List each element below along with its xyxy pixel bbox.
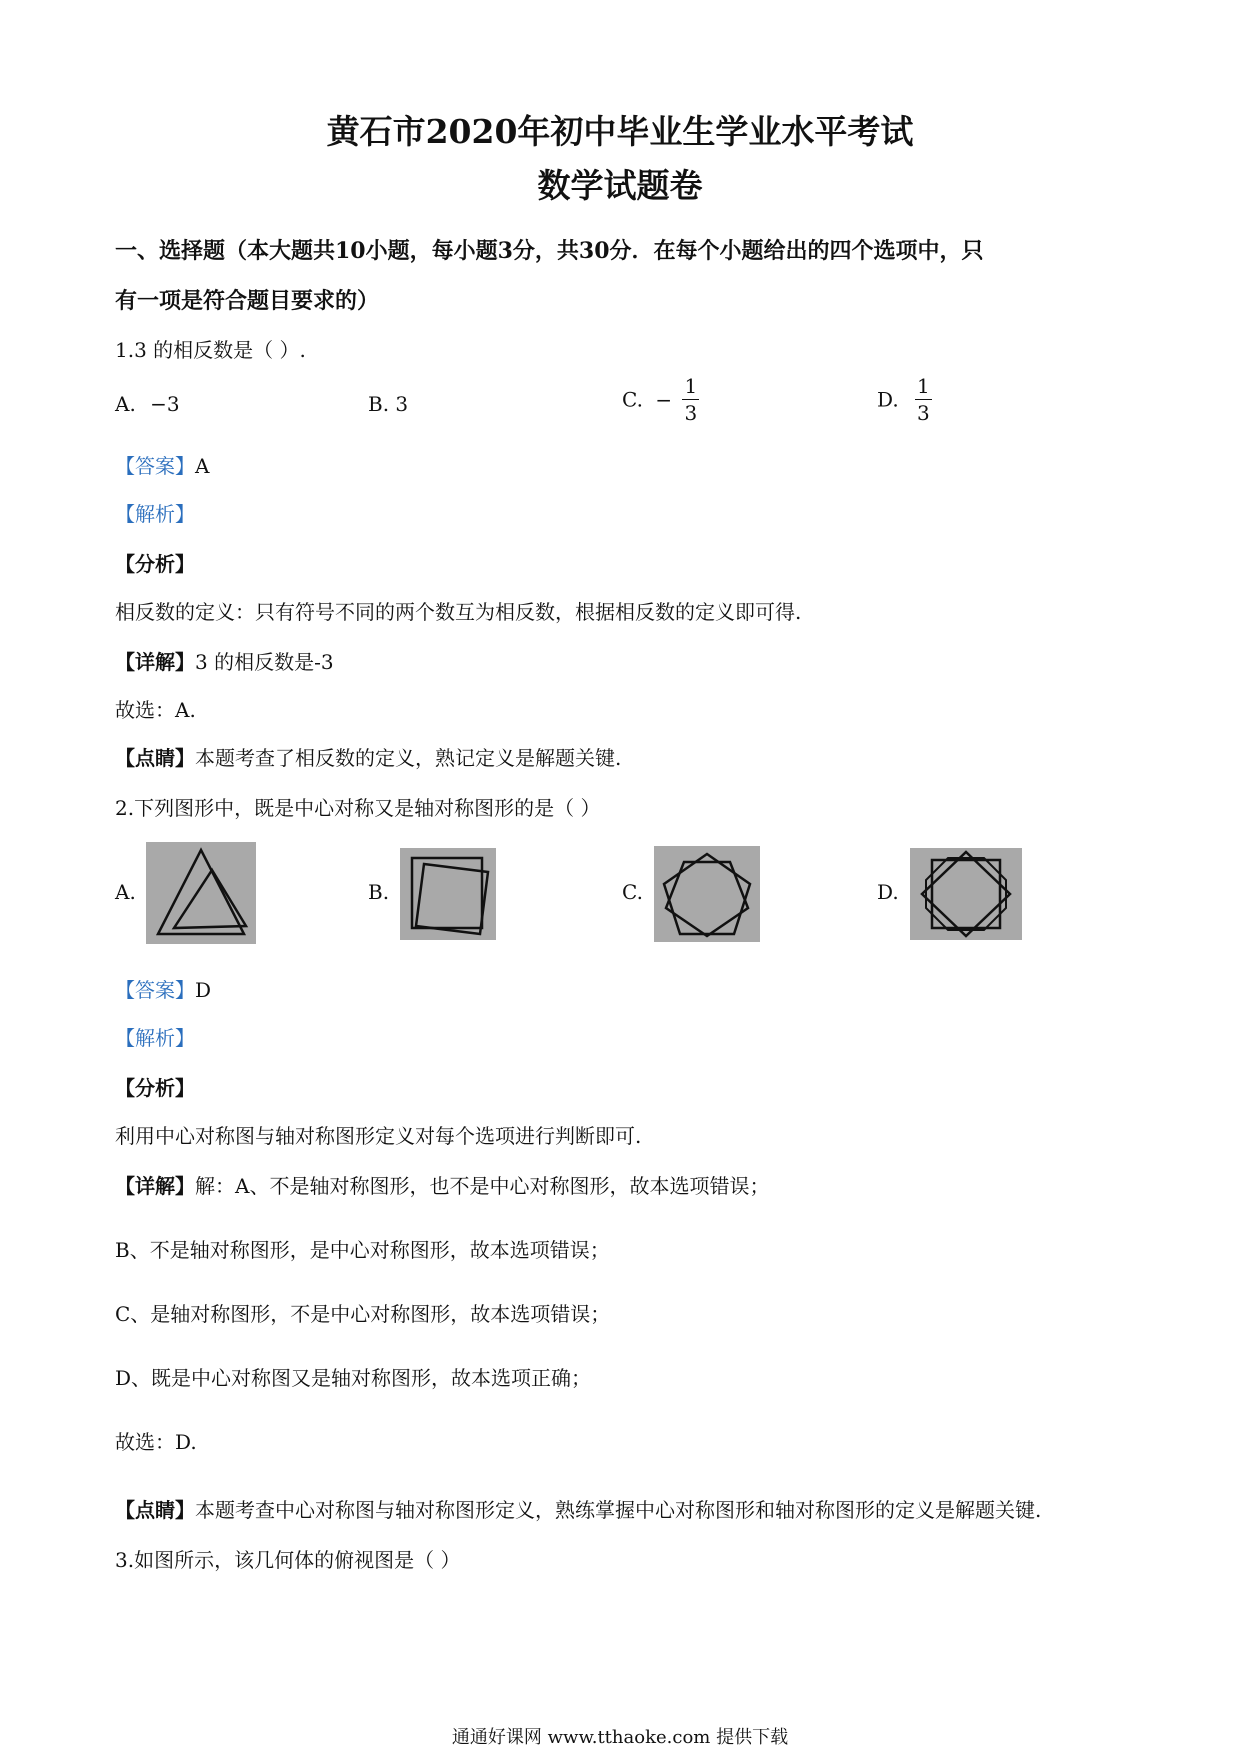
q1-answer-tag: 【答案】 <box>115 454 195 478</box>
q2-line-b: B、不是轴对称图形，是中心对称图形，故本选项错误； <box>115 1238 610 1262</box>
q1-guxuan: 故选：A. <box>115 698 196 722</box>
q1-dianjing-text: 本题考查了相反数的定义，熟记定义是解题关键. <box>195 746 622 770</box>
q1-xiangjie <box>115 646 334 675</box>
q1-option-d <box>877 376 932 423</box>
q2-jiexi-tag: 【解析】 <box>115 1026 195 1050</box>
q1-option-b-value: 3 <box>395 392 409 416</box>
q2-option-d-label: D. <box>877 880 899 904</box>
q2-fenxi-tag: 【分析】 <box>115 1076 195 1100</box>
q2-line-d: D、既是中心对称图又是轴对称图形，故本选项正确； <box>115 1366 592 1390</box>
q1-option-d-label: D. <box>877 387 899 412</box>
section-heading-line2: 有一项是符合题目要求的） <box>115 288 380 314</box>
page-title: 黄石市2020年初中毕业生学业水平考试 <box>326 112 914 151</box>
q1-option-a-label: A. <box>115 392 136 416</box>
q1-option-c <box>622 376 699 423</box>
q2-xiangjie <box>115 1170 769 1199</box>
triangles-figure-icon <box>146 842 256 944</box>
q1-xiangjie-text: 3 的相反数是-3 <box>195 650 334 674</box>
q1-jiexi-tag: 【解析】 <box>115 502 195 526</box>
q1-option-c-numerator: 1 <box>684 374 698 398</box>
q2-option-c-label: C. <box>622 880 643 904</box>
section-heading-line1: 一、选择题（本大题共10小题，每小题3分，共30分．在每个小题给出的四个选项中，只 <box>115 238 984 264</box>
q1-stem: 1.3 的相反数是（ ）. <box>115 338 306 362</box>
q1-option-d-denominator: 3 <box>917 401 930 425</box>
q1-option-b <box>368 392 408 416</box>
q2-dianjing <box>115 1494 1041 1523</box>
octagon-star-figure-icon <box>910 848 1022 940</box>
q1-answer-value: A <box>195 454 210 478</box>
q1-answer <box>115 450 209 479</box>
q1-option-a <box>115 392 180 416</box>
q1-option-c-denominator: 3 <box>684 401 698 425</box>
q3-stem: 3.如图所示，该几何体的俯视图是（ ） <box>115 1548 461 1572</box>
q1-fenxi-text: 相反数的定义：只有符号不同的两个数互为相反数，根据相反数的定义即可得. <box>115 600 802 624</box>
q2-dianjing-tag: 【点睛】 <box>115 1498 195 1522</box>
rotated-square-figure-icon <box>400 848 496 940</box>
q1-option-d-numerator: 1 <box>917 374 930 398</box>
q1-dianjing-tag: 【点睛】 <box>115 746 195 770</box>
q1-option-d-fraction <box>915 376 932 423</box>
q1-option-c-fraction <box>682 376 699 423</box>
q1-dianjing <box>115 742 621 771</box>
q1-xiangjie-tag: 【详解】 <box>115 650 195 674</box>
q2-option-a-label: A. <box>115 880 136 904</box>
q2-stem: 2.下列图形中，既是中心对称又是轴对称图形的是（ ） <box>115 796 601 820</box>
q2-fenxi-text: 利用中心对称图与轴对称图形定义对每个选项进行判断即可. <box>115 1124 642 1148</box>
q2-xiangjie-tag: 【详解】 <box>115 1174 195 1198</box>
page-subtitle: 数学试题卷 <box>537 166 703 205</box>
q1-option-a-value: −3 <box>150 392 180 416</box>
q1-option-b-label: B. <box>368 392 390 416</box>
q2-answer-tag: 【答案】 <box>115 978 195 1002</box>
q2-option-b-label: B. <box>368 880 390 904</box>
q2-answer <box>115 974 211 1003</box>
pentagram-figure-icon <box>654 846 760 942</box>
q2-xiangjie-text: 解：A、不是轴对称图形，也不是中心对称图形，故本选项错误； <box>195 1174 770 1198</box>
q1-fenxi-tag: 【分析】 <box>115 552 195 576</box>
page-footer: 通通好课网 www.tthaoke.com 提供下载 <box>451 1727 789 1748</box>
q1-option-c-sign: − <box>655 387 673 412</box>
q1-option-c-label: C. <box>622 387 643 412</box>
q2-line-c: C、是轴对称图形，不是中心对称图形，故本选项错误； <box>115 1302 611 1326</box>
q2-answer-value: D <box>195 978 212 1002</box>
q2-dianjing-text: 本题考查中心对称图与轴对称图形定义，熟练掌握中心对称图形和轴对称图形的定义是解题关键. <box>195 1498 1042 1522</box>
q2-guxuan: 故选：D. <box>115 1430 197 1454</box>
